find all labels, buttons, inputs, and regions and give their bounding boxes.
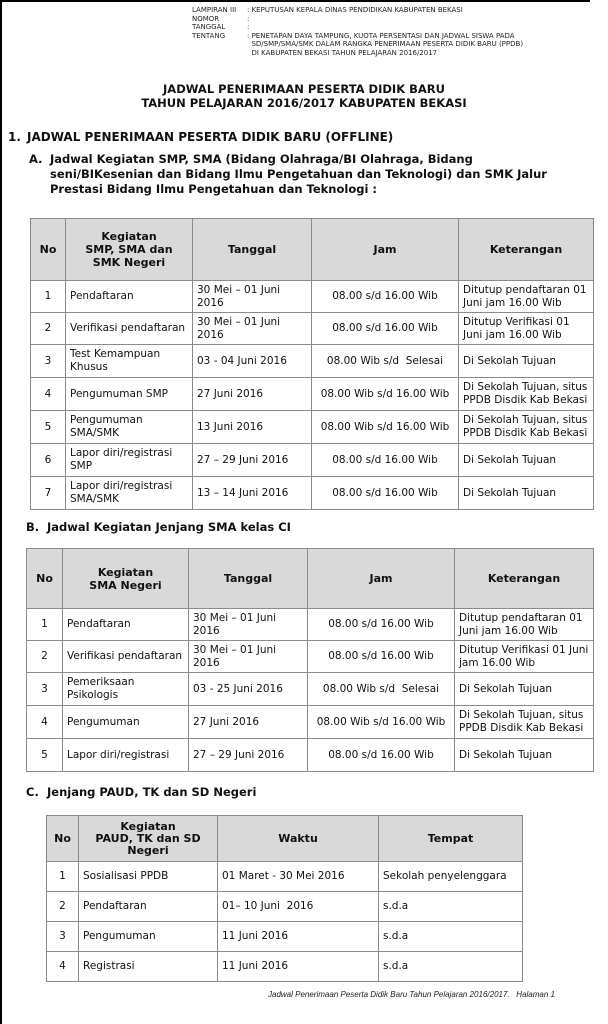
page-frame-top-border bbox=[0, 0, 590, 2]
cell-keterangan: Di Sekolah Tujuan, situs PPDB Disdik Kab Bekasi bbox=[455, 706, 594, 739]
cell-no: 2 bbox=[31, 313, 66, 345]
header-kegiatan bbox=[63, 549, 189, 609]
table-row bbox=[47, 862, 523, 892]
cell-jam: 08.00 s/d 16.00 Wib bbox=[308, 739, 455, 772]
cell-keterangan: Ditutup pendaftaran 01 Juni jam 16.00 Wib bbox=[455, 609, 594, 641]
lampiran-row bbox=[192, 40, 602, 49]
section-title: JADWAL PENERIMAAN PESERTA DIDIK BARU (OFFLINE) bbox=[27, 130, 394, 144]
lampiran-header bbox=[192, 6, 602, 57]
cell-keterangan: Di Sekolah Tujuan bbox=[455, 739, 594, 772]
header-kegiatan bbox=[79, 816, 218, 862]
cell-waktu: 11 Juni 2016 bbox=[218, 952, 379, 982]
cell-no: 6 bbox=[31, 444, 66, 477]
cell-jam: 08.00 s/d 16.00 Wib bbox=[312, 281, 459, 313]
cell-tanggal: 27 – 29 Juni 2016 bbox=[193, 444, 312, 477]
cell-tempat: s.d.a bbox=[379, 952, 523, 982]
lampiran-row bbox=[192, 23, 602, 32]
cell-jam: 08.00 Wib s/d 16.00 Wib bbox=[312, 411, 459, 444]
table-header-row bbox=[47, 816, 523, 862]
cell-kegiatan: Pengumuman SMP bbox=[66, 378, 193, 411]
header-kegiatan bbox=[66, 219, 193, 281]
cell-no: 1 bbox=[47, 862, 79, 892]
lampiran-value: : bbox=[247, 14, 250, 23]
cell-jam: 08.00 Wib s/d Selesai bbox=[308, 673, 455, 706]
header-kegiatan-line: Kegiatan bbox=[101, 230, 157, 243]
header-no: No bbox=[47, 816, 79, 862]
section-b-heading bbox=[26, 520, 291, 535]
table-row bbox=[31, 477, 594, 510]
cell-tanggal: 30 Mei – 01 Juni 2016 bbox=[189, 609, 308, 641]
cell-tempat: Sekolah penyelenggara bbox=[379, 862, 523, 892]
section-c-heading bbox=[26, 785, 256, 800]
cell-keterangan: Di Sekolah Tujuan bbox=[459, 345, 594, 378]
lampiran-value: SD/SMP/SMA/SMK DALAM RANGKA PENERIMAAN PESERTA DIDIK BARU (PPDB) bbox=[247, 40, 524, 48]
header-keterangan: Keterangan bbox=[455, 549, 594, 609]
page-footer: Jadwal Penerimaan Peserta Didik Baru Tahun Pelajaran 2016/2017. Halaman 1 bbox=[268, 990, 555, 999]
cell-waktu: 01– 10 Juni 2016 bbox=[218, 892, 379, 922]
table-header-row bbox=[27, 549, 594, 609]
header-jam: Jam bbox=[308, 549, 455, 609]
cell-kegiatan: Pendaftaran bbox=[66, 281, 193, 313]
cell-jam: 08.00 s/d 16.00 Wib bbox=[308, 609, 455, 641]
cell-kegiatan: Sosialisasi PPDB bbox=[79, 862, 218, 892]
header-kegiatan-line: Kegiatan bbox=[120, 819, 176, 833]
table-row bbox=[31, 313, 594, 345]
cell-jam: 08.00 s/d 16.00 Wib bbox=[312, 477, 459, 510]
lampiran-value: : PENETAPAN DAYA TAMPUNG, KUOTA PERSENTASI DAN JADWAL SISWA PADA bbox=[247, 31, 515, 40]
header-keterangan: Keterangan bbox=[459, 219, 594, 281]
cell-kegiatan: Verifikasi pendaftaran bbox=[63, 641, 189, 673]
table-row bbox=[47, 892, 523, 922]
cell-tanggal: 03 - 25 Juni 2016 bbox=[189, 673, 308, 706]
cell-jam: 08.00 s/d 16.00 Wib bbox=[312, 313, 459, 345]
cell-kegiatan: Lapor diri/registrasi SMP bbox=[66, 444, 193, 477]
cell-keterangan: Di Sekolah Tujuan, situs PPDB Disdik Kab Bekasi bbox=[459, 378, 594, 411]
cell-waktu: 11 Juni 2016 bbox=[218, 922, 379, 952]
header-waktu: Waktu bbox=[218, 816, 379, 862]
cell-jam: 08.00 s/d 16.00 Wib bbox=[312, 444, 459, 477]
header-kegiatan-line: PAUD, TK dan SD bbox=[95, 831, 201, 845]
cell-kegiatan: Pemeriksaan Psikologis bbox=[63, 673, 189, 706]
lampiran-row bbox=[192, 32, 602, 41]
cell-tanggal: 03 - 04 Juni 2016 bbox=[193, 345, 312, 378]
lampiran-value: DI KABUPATEN BEKASI TAHUN PELAJARAN 2016/2017 bbox=[247, 48, 438, 57]
table-row bbox=[47, 952, 523, 982]
cell-no: 4 bbox=[27, 706, 63, 739]
document-title bbox=[0, 82, 608, 110]
cell-keterangan: Di Sekolah Tujuan, situs PPDB Disdik Kab Bekasi bbox=[459, 411, 594, 444]
table-header-row bbox=[31, 219, 594, 281]
cell-keterangan: Ditutup Verifikasi 01 Juni jam 16.00 Wib bbox=[459, 313, 594, 345]
cell-no: 5 bbox=[27, 739, 63, 772]
lampiran-key: LAMPIRAN III bbox=[192, 6, 237, 14]
section-a-line-1: Jadwal Kegiatan SMP, SMA (Bidang Olahraga/BI Olahraga, Bidang bbox=[50, 152, 473, 166]
table-row bbox=[27, 673, 594, 706]
cell-no: 3 bbox=[31, 345, 66, 378]
cell-waktu: 01 Maret - 30 Mei 2016 bbox=[218, 862, 379, 892]
cell-kegiatan: Pendaftaran bbox=[79, 892, 218, 922]
header-kegiatan-line: SMA Negeri bbox=[89, 578, 162, 592]
table-row bbox=[31, 378, 594, 411]
section-letter: C. bbox=[26, 785, 39, 799]
lampiran-key: TENTANG bbox=[192, 31, 226, 40]
cell-kegiatan: Pengumuman bbox=[79, 922, 218, 952]
lampiran-key bbox=[192, 49, 247, 58]
lampiran-value: : KEPUTUSAN KEPALA DINAS PENDIDIKAN KABUPATEN BEKASI bbox=[247, 6, 463, 14]
table-row bbox=[47, 922, 523, 952]
section-c-title: Jenjang PAUD, TK dan SD Negeri bbox=[47, 785, 257, 799]
table-schedule-paud-tk-sd bbox=[46, 815, 523, 982]
lampiran-value: : bbox=[247, 23, 250, 31]
header-tanggal: Tanggal bbox=[193, 219, 312, 281]
table-row bbox=[27, 739, 594, 772]
section-letter: B. bbox=[26, 520, 40, 534]
cell-no: 2 bbox=[47, 892, 79, 922]
section-1-heading bbox=[8, 130, 393, 144]
section-a-line-3: Prestasi Bidang Ilmu Pengetahuan dan Teknologi : bbox=[50, 182, 377, 196]
table-row bbox=[27, 609, 594, 641]
lampiran-key: NOMOR bbox=[192, 14, 220, 23]
cell-kegiatan: Verifikasi pendaftaran bbox=[66, 313, 193, 345]
cell-no: 4 bbox=[47, 952, 79, 982]
cell-no: 2 bbox=[27, 641, 63, 673]
cell-no: 1 bbox=[31, 281, 66, 313]
cell-tanggal: 30 Mei – 01 Juni 2016 bbox=[193, 281, 312, 313]
table-row bbox=[31, 345, 594, 378]
table-schedule-smp-sma-smk bbox=[30, 218, 594, 510]
cell-jam: 08.00 s/d 16.00 Wib bbox=[308, 641, 455, 673]
title-line-1: JADWAL PENERIMAAN PESERTA DIDIK BARU bbox=[163, 82, 445, 96]
lampiran-row bbox=[192, 6, 602, 15]
header-tanggal: Tanggal bbox=[189, 549, 308, 609]
header-tempat: Tempat bbox=[379, 816, 523, 862]
cell-keterangan: Ditutup pendaftaran 01 Juni jam 16.00 Wib bbox=[459, 281, 594, 313]
header-kegiatan-line: Kegiatan bbox=[97, 565, 154, 579]
lampiran-row bbox=[192, 15, 602, 24]
cell-kegiatan: Test Kemampuan Khusus bbox=[66, 345, 193, 378]
cell-tanggal: 13 – 14 Juni 2016 bbox=[193, 477, 312, 510]
table-schedule-sma-ci bbox=[26, 548, 594, 772]
cell-no: 3 bbox=[47, 922, 79, 952]
table-row bbox=[27, 706, 594, 739]
cell-tempat: s.d.a bbox=[379, 892, 523, 922]
cell-keterangan: Ditutup Verifikasi 01 Juni jam 16.00 Wib bbox=[455, 641, 594, 673]
table-row bbox=[31, 411, 594, 444]
cell-jam: 08.00 Wib s/d 16.00 Wib bbox=[312, 378, 459, 411]
cell-tanggal: 27 – 29 Juni 2016 bbox=[189, 739, 308, 772]
section-a-line-2: seni/BIKesenian dan Bidang Ilmu Pengetahuan dan Teknologi) dan SMK Jalur bbox=[50, 167, 547, 181]
page-frame-left-border bbox=[0, 0, 2, 1024]
header-kegiatan-line: Negeri bbox=[127, 843, 169, 857]
section-number: 1. bbox=[8, 130, 21, 144]
cell-tempat: s.d.a bbox=[379, 922, 523, 952]
cell-kegiatan: Pengumuman SMA/SMK bbox=[66, 411, 193, 444]
cell-kegiatan: Lapor diri/registrasi bbox=[63, 739, 189, 772]
cell-tanggal: 13 Juni 2016 bbox=[193, 411, 312, 444]
cell-tanggal: 30 Mei – 01 Juni 2016 bbox=[189, 641, 308, 673]
header-kegiatan-line: SMP, SMA dan bbox=[85, 243, 173, 256]
section-letter: A. bbox=[29, 152, 43, 166]
section-a-heading bbox=[29, 152, 589, 197]
lampiran-row bbox=[192, 49, 602, 58]
cell-tanggal: 27 Juni 2016 bbox=[193, 378, 312, 411]
cell-no: 3 bbox=[27, 673, 63, 706]
cell-no: 1 bbox=[27, 609, 63, 641]
lampiran-key bbox=[192, 40, 247, 49]
header-no: No bbox=[27, 549, 63, 609]
table-row bbox=[31, 444, 594, 477]
cell-kegiatan: Lapor diri/registrasi SMA/SMK bbox=[66, 477, 193, 510]
cell-kegiatan: Registrasi bbox=[79, 952, 218, 982]
lampiran-key: TANGGAL bbox=[192, 23, 226, 31]
header-kegiatan-line: SMK Negeri bbox=[92, 256, 166, 269]
cell-jam: 08.00 Wib s/d Selesai bbox=[312, 345, 459, 378]
cell-no: 4 bbox=[31, 378, 66, 411]
cell-tanggal: 30 Mei – 01 Juni 2016 bbox=[193, 313, 312, 345]
cell-no: 7 bbox=[31, 477, 66, 510]
section-b-title: Jadwal Kegiatan Jenjang SMA kelas CI bbox=[47, 520, 291, 534]
header-jam: Jam bbox=[312, 219, 459, 281]
cell-keterangan: Di Sekolah Tujuan bbox=[455, 673, 594, 706]
cell-keterangan: Di Sekolah Tujuan bbox=[459, 477, 594, 510]
cell-keterangan: Di Sekolah Tujuan bbox=[459, 444, 594, 477]
cell-kegiatan: Pendaftaran bbox=[63, 609, 189, 641]
cell-kegiatan: Pengumuman bbox=[63, 706, 189, 739]
title-line-2: TAHUN PELAJARAN 2016/2017 KABUPATEN BEKASI bbox=[141, 96, 467, 110]
cell-no: 5 bbox=[31, 411, 66, 444]
cell-jam: 08.00 Wib s/d 16.00 Wib bbox=[308, 706, 455, 739]
header-no: No bbox=[31, 219, 66, 281]
cell-tanggal: 27 Juni 2016 bbox=[189, 706, 308, 739]
table-row bbox=[27, 641, 594, 673]
table-row bbox=[31, 281, 594, 313]
